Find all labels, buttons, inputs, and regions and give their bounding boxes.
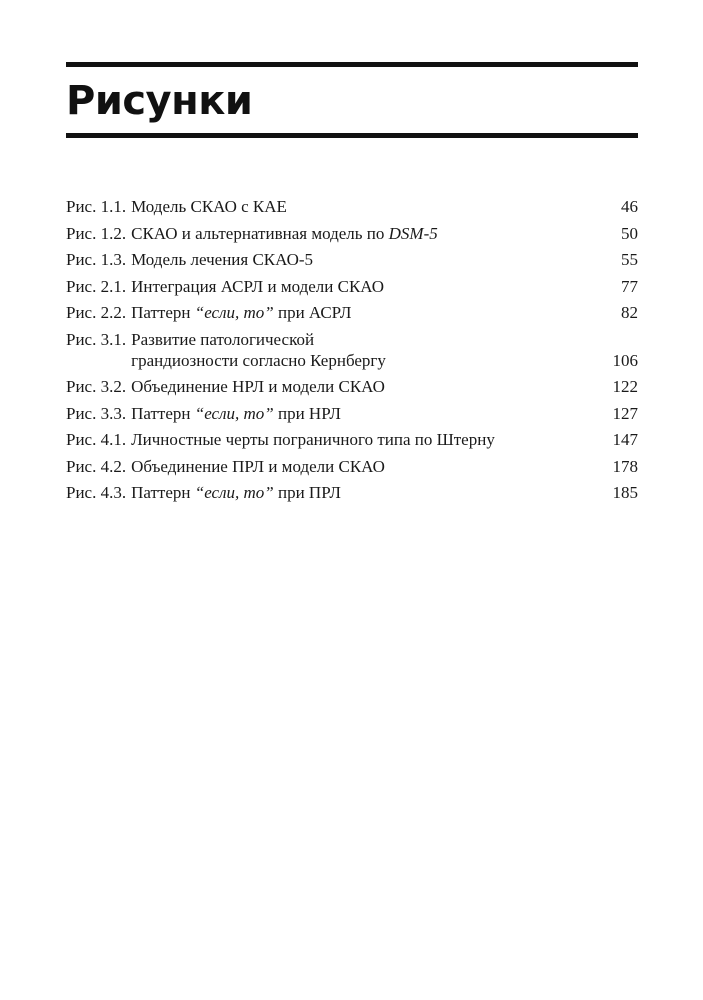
- figure-caption: Развитие патологической грандиозности согласно Кернбергу: [131, 329, 386, 370]
- page-number: 127: [612, 403, 638, 423]
- page-number: 50: [621, 223, 638, 243]
- list-item[interactable]: [66, 403, 638, 424]
- figure-caption: Интеграция АСРЛ и модели СКАО: [131, 276, 384, 296]
- figure-caption: Модель СКАО с КАЕ: [131, 197, 287, 216]
- list-item[interactable]: [66, 482, 638, 503]
- figure-list: [66, 196, 638, 503]
- list-item[interactable]: [66, 376, 638, 397]
- title-rule-top: [66, 62, 638, 67]
- figure-caption: Объединение ПРЛ и модели СКАО: [131, 456, 385, 476]
- list-item[interactable]: [66, 429, 638, 450]
- figure-number: Рис. 4.3.: [66, 483, 127, 502]
- figure-number: Рис. 1.1.: [66, 197, 127, 216]
- figure-number: Рис. 2.2.: [66, 303, 127, 322]
- page-number: 46: [621, 197, 638, 216]
- list-item[interactable]: [66, 456, 638, 477]
- figure-caption: Объединение НРЛ и модели СКАО: [131, 377, 385, 396]
- figure-number: Рис. 3.3.: [66, 403, 127, 423]
- page-number: 122: [612, 377, 638, 396]
- figure-number: Рис. 4.2.: [66, 456, 127, 476]
- figure-number: Рис. 2.1.: [66, 276, 127, 296]
- page-number: 106: [612, 350, 638, 370]
- figure-number: Рис. 3.2.: [66, 377, 127, 396]
- figure-caption: Личностные черты пограничного типа по Штерну: [131, 430, 495, 449]
- figure-number: Рис. 4.1.: [66, 430, 127, 449]
- figure-number: Рис. 1.2.: [66, 223, 127, 243]
- list-item[interactable]: [66, 223, 638, 244]
- page-number: 178: [612, 456, 638, 476]
- list-item[interactable]: [66, 196, 638, 217]
- figure-caption: Паттерн “если, то” при НРЛ: [131, 403, 341, 423]
- figure-caption: Паттерн “если, то” при АСРЛ: [131, 303, 352, 322]
- page-title: Рисунки: [66, 78, 253, 124]
- list-item[interactable]: [66, 329, 638, 371]
- list-item[interactable]: [66, 302, 638, 323]
- page-number: 147: [612, 430, 638, 449]
- page-number: 185: [612, 483, 638, 502]
- page: [66, 62, 638, 509]
- list-item[interactable]: [66, 249, 638, 270]
- figure-caption: Паттерн “если, то” при ПРЛ: [131, 483, 341, 502]
- figure-number: Рис. 3.1.: [66, 329, 127, 349]
- figure-caption: СКАО и альтернативная модель по DSM-5: [131, 223, 438, 243]
- figure-number: Рис. 1.3.: [66, 250, 127, 269]
- title-rule-bottom: [66, 133, 638, 138]
- list-item[interactable]: [66, 276, 638, 297]
- page-number: 77: [621, 276, 638, 296]
- page-number: 55: [621, 250, 638, 269]
- page-number: 82: [621, 303, 638, 322]
- figure-caption: Модель лечения СКАО-5: [131, 250, 314, 269]
